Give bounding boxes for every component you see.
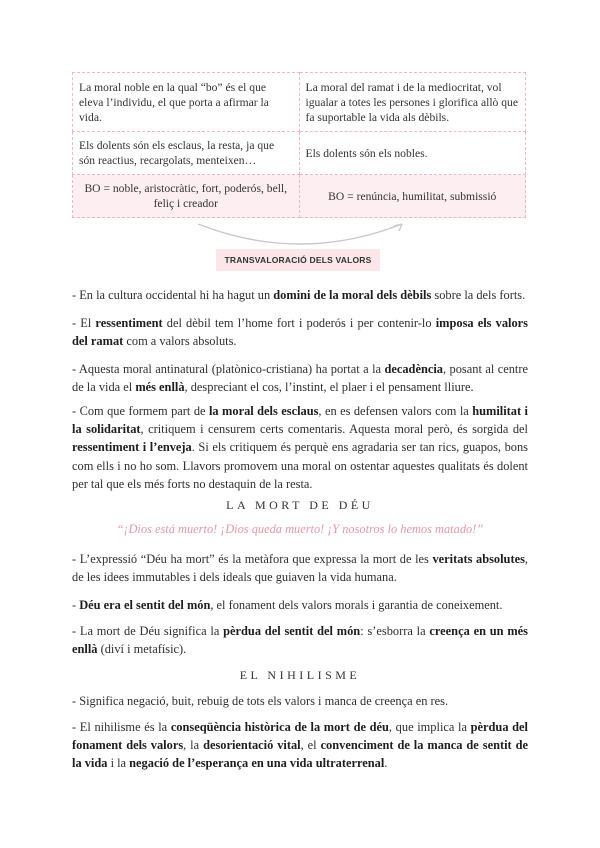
- comparison-table: [72, 72, 526, 218]
- table-row: [73, 175, 526, 218]
- table-cell: Els dolents són els esclaus, la resta, ja que són reactius, recargolats, menteixen…: [73, 132, 300, 175]
- table-cell: BO = renúncia, humilitat, submissió: [299, 175, 526, 218]
- paragraph: - La mort de Déu significa la pèrdua del sentit del món: s’esborra la creença en un més enllà (diví i metafísic).: [72, 624, 528, 657]
- section-heading: LA MORT DE DÉU: [226, 498, 374, 512]
- quote: “¡Dios está muerto! ¡Dios queda muerto! ¡Y nosotros lo hemos matado!”: [116, 522, 484, 536]
- paragraph: - L’expressió “Déu ha mort” és la metàfora que expressa la mort de les veritats absolutes, de les idees immutables i dels ideals que guiaven la vida humana.: [72, 552, 529, 585]
- table-row: [73, 132, 526, 175]
- paragraph: - Significa negació, buit, rebuig de tots els valors i manca de creença en res.: [72, 694, 449, 708]
- transvaluation-label: TRANSVALORACIÓ DELS VALORS: [216, 249, 380, 271]
- section-heading: EL NIHILISME: [239, 668, 361, 682]
- paragraph: - Déu era el sentit del món, el fonament dels valors morals i garantia de coneixement.: [72, 598, 503, 612]
- table-cell: Els dolents són els nobles.: [299, 132, 526, 175]
- paragraph: - El ressentiment del dèbil tem l’home fort i poderós i per contenir-lo imposa els valors del ramat com a valors absoluts.: [72, 316, 528, 349]
- paragraph: - En la cultura occidental hi ha hagut un domini de la moral dels dèbils sobre la dels forts.: [72, 288, 526, 302]
- paragraph: - Com que formem part de la moral dels esclaus, en es defensen valors com la humilitat i la solidaritat, critiquem i censurem certs comentaris. Aquesta moral però, és sorgida del ressentiment i l’enveja. Si els critiquem és perquè ens agradaria ser tan rics, guapos, bons com ells i no ho som. Llavors promovem una moral on ostentar aquestes qualitats és dolent per tal que els més forts no destaquin de la resta.: [72, 404, 528, 491]
- table-cell: La moral del ramat i de la mediocritat, vol igualar a totes les persones i glorifica allò que fa suportable la vida als dèbils.: [299, 73, 526, 132]
- paragraph: - El nihilisme és la conseqüència històrica de la mort de déu, que implica la pèrdua del fonament dels valors, la desorientació vital, el convenciment de la manca de sentit de la vida i la negació de l’esperança en una vida ultraterrenal.: [72, 720, 528, 771]
- table-row: [73, 73, 526, 132]
- paragraph: - Aquesta moral antinatural (platònico-cristiana) ha portat a la decadència, posant al centre de la vida el més enllà, despreciant el cos, l’instint, el plaer i el pensament lliure.: [72, 362, 528, 395]
- table-cell: La moral noble en la qual “bo” és el que eleva l’individu, el que porta a afirmar la vida.: [73, 73, 300, 132]
- table-cell: BO = noble, aristocràtic, fort, poderós, bell, feliç i creador: [73, 175, 300, 218]
